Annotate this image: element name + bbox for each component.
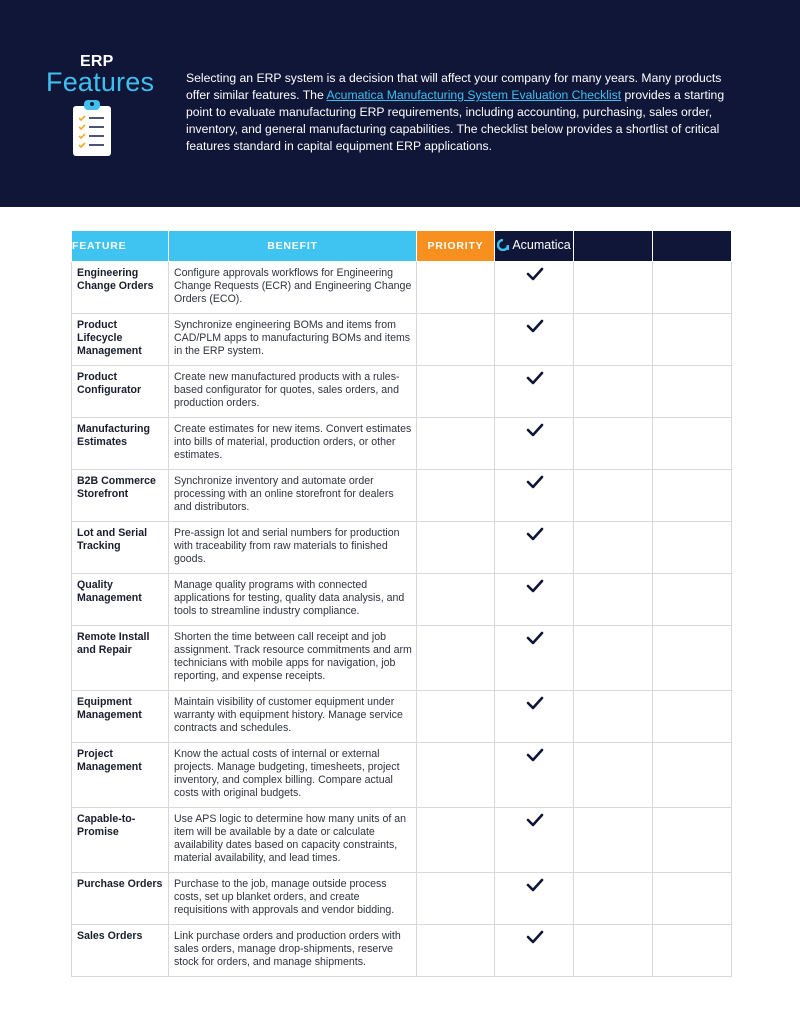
vendor-2-cell[interactable]	[574, 522, 653, 574]
priority-cell[interactable]	[417, 418, 495, 470]
feature-cell: Engineering Change Orders	[72, 262, 169, 314]
benefit-cell: Link purchase orders and production orders with sales orders, manage drop-shipments, reserve stock for orders, and manage shipments.	[169, 925, 417, 977]
acumatica-cell	[495, 808, 574, 873]
feature-cell: B2B Commerce Storefront	[72, 470, 169, 522]
benefit-cell: Synchronize engineering BOMs and items from CAD/PLM apps to manufacturing BOMs and items in the ERP system.	[169, 314, 417, 366]
checkmark-icon	[526, 813, 544, 827]
priority-cell[interactable]	[417, 314, 495, 366]
evaluation-checklist-link[interactable]: Acumatica Manufacturing System Evaluation Checklist	[326, 88, 622, 102]
feature-cell: Product Lifecycle Management	[72, 314, 169, 366]
benefit-cell: Manage quality programs with connected applications for testing, quality data analysis, and tools to streamline industry compliance.	[169, 574, 417, 626]
table-body	[72, 262, 732, 977]
feature-cell: Purchase Orders	[72, 873, 169, 925]
vendor-2-cell[interactable]	[574, 626, 653, 691]
checkmark-icon	[526, 319, 544, 333]
vendor-3-cell[interactable]	[653, 626, 732, 691]
benefit-cell: Maintain visibility of customer equipment under warranty with equipment history. Manage service contracts and schedules.	[169, 691, 417, 743]
priority-cell[interactable]	[417, 925, 495, 977]
acumatica-cell	[495, 262, 574, 314]
vendor-3-column-header	[653, 231, 732, 262]
vendor-2-cell[interactable]	[574, 873, 653, 925]
checkmark-icon	[526, 267, 544, 281]
vendor-2-cell[interactable]	[574, 808, 653, 873]
feature-cell: Manufacturing Estimates	[72, 418, 169, 470]
acumatica-logo-text: Acumatica	[512, 238, 571, 252]
table-row	[72, 262, 732, 314]
checkmark-icon	[526, 696, 544, 710]
benefit-cell: Use APS logic to determine how many units of an item will be available by a date or calculate availability dates based on capacity constraints, material availability, and lead times.	[169, 808, 417, 873]
acumatica-cell	[495, 743, 574, 808]
checkmark-icon	[526, 527, 544, 541]
vendor-2-cell[interactable]	[574, 470, 653, 522]
vendor-2-cell[interactable]	[574, 691, 653, 743]
benefit-cell: Know the actual costs of internal or external projects. Manage budgeting, timesheets, project inventory, and complex billing. Compare actual costs with original budgets.	[169, 743, 417, 808]
checkmark-icon	[526, 930, 544, 944]
vendor-2-cell[interactable]	[574, 925, 653, 977]
table-row	[72, 808, 732, 873]
checkmark-icon	[526, 423, 544, 437]
benefit-cell: Pre-assign lot and serial numbers for production with traceability from raw materials to finished goods.	[169, 522, 417, 574]
table-row	[72, 691, 732, 743]
vendor-3-cell[interactable]	[653, 808, 732, 873]
benefit-cell: Purchase to the job, manage outside process costs, set up blanket orders, and create requisitions with approvals and vendor bidding.	[169, 873, 417, 925]
acumatica-cell	[495, 574, 574, 626]
vendor-3-cell[interactable]	[653, 925, 732, 977]
table-row	[72, 314, 732, 366]
priority-cell[interactable]	[417, 262, 495, 314]
checkmark-icon	[526, 475, 544, 489]
priority-cell[interactable]	[417, 366, 495, 418]
vendor-3-cell[interactable]	[653, 470, 732, 522]
clipboard-checklist-icon	[70, 99, 114, 157]
acumatica-logo	[497, 238, 570, 252]
benefit-cell: Synchronize inventory and automate order processing with an online storefront for dealers and distributors.	[169, 470, 417, 522]
table-row	[72, 626, 732, 691]
table-row	[72, 366, 732, 418]
benefit-cell: Create new manufactured products with a rules-based configurator for quotes, sales orders, and production orders.	[169, 366, 417, 418]
feature-cell: Product Configurator	[72, 366, 169, 418]
vendor-2-cell[interactable]	[574, 743, 653, 808]
acumatica-logo-mark-icon	[497, 239, 509, 251]
acumatica-cell	[495, 626, 574, 691]
vendor-3-cell[interactable]	[653, 873, 732, 925]
acumatica-cell	[495, 522, 574, 574]
header-banner	[0, 0, 800, 207]
vendor-3-cell[interactable]	[653, 574, 732, 626]
vendor-2-cell[interactable]	[574, 314, 653, 366]
feature-cell: Project Management	[72, 743, 169, 808]
feature-comparison-table	[71, 230, 732, 977]
acumatica-cell	[495, 873, 574, 925]
vendor-3-cell[interactable]	[653, 314, 732, 366]
acumatica-cell	[495, 470, 574, 522]
vendor-3-cell[interactable]	[653, 366, 732, 418]
table-row	[72, 925, 732, 977]
feature-cell: Equipment Management	[72, 691, 169, 743]
feature-cell: Quality Management	[72, 574, 169, 626]
acumatica-column-header	[495, 231, 574, 262]
checkmark-icon	[526, 748, 544, 762]
brand-title-small: ERP	[80, 53, 114, 70]
vendor-3-cell[interactable]	[653, 262, 732, 314]
vendor-2-column-header	[574, 231, 653, 262]
checkmark-icon	[526, 579, 544, 593]
benefit-column-header: BENEFIT	[169, 231, 417, 262]
priority-cell[interactable]	[417, 873, 495, 925]
intro-text-end: provides a starting point to evaluate manufacturing ERP requirements, including accounting, purchasing, sales order, inventory, and general manufacturing capabilities. The checklist below provides a shortlist of critical features standard in capital equipment ERP applications.	[186, 88, 725, 153]
checkmark-icon	[526, 631, 544, 645]
table-row	[72, 743, 732, 808]
benefit-cell: Shorten the time between call receipt and job assignment. Track resource commitments and arm technicians with mobile apps for navigation, job reporting, and expense receipts.	[169, 626, 417, 691]
vendor-2-cell[interactable]	[574, 366, 653, 418]
acumatica-cell	[495, 366, 574, 418]
table-row	[72, 418, 732, 470]
intro-text-start: Selecting an ERP system is a decision that will affect your company for many years. Many products offer similar features. The	[186, 71, 722, 102]
checkmark-icon	[526, 878, 544, 892]
brand-title-large: Features	[46, 67, 155, 97]
feature-cell: Sales Orders	[72, 925, 169, 977]
priority-cell[interactable]	[417, 574, 495, 626]
priority-cell[interactable]	[417, 743, 495, 808]
table-row	[72, 470, 732, 522]
vendor-2-cell[interactable]	[574, 574, 653, 626]
feature-cell: Remote Install and Repair	[72, 626, 169, 691]
priority-cell[interactable]	[417, 522, 495, 574]
priority-cell[interactable]	[417, 691, 495, 743]
vendor-2-cell[interactable]	[574, 418, 653, 470]
benefit-cell: Create estimates for new items. Convert estimates into bills of material, production orders, or other estimates.	[169, 418, 417, 470]
table-row	[72, 873, 732, 925]
feature-cell: Lot and Serial Tracking	[72, 522, 169, 574]
benefit-cell: Configure approvals workflows for Engineering Change Requests (ECR) and Engineering Change Orders (ECO).	[169, 262, 417, 314]
table-row	[72, 522, 732, 574]
intro-paragraph	[186, 70, 731, 155]
feature-column-header: FEATURE	[72, 231, 169, 262]
priority-column-header: PRIORITY	[417, 231, 495, 262]
table-header-row	[72, 231, 732, 262]
vendor-3-cell[interactable]	[653, 522, 732, 574]
vendor-3-cell[interactable]	[653, 743, 732, 808]
acumatica-cell	[495, 925, 574, 977]
acumatica-cell	[495, 314, 574, 366]
vendor-3-cell[interactable]	[653, 691, 732, 743]
checkmark-icon	[526, 371, 544, 385]
acumatica-cell	[495, 418, 574, 470]
vendor-3-cell[interactable]	[653, 418, 732, 470]
table-row	[72, 574, 732, 626]
feature-cell: Capable-to-Promise	[72, 808, 169, 873]
vendor-2-cell[interactable]	[574, 262, 653, 314]
priority-cell[interactable]	[417, 470, 495, 522]
acumatica-cell	[495, 691, 574, 743]
priority-cell[interactable]	[417, 808, 495, 873]
priority-cell[interactable]	[417, 626, 495, 691]
